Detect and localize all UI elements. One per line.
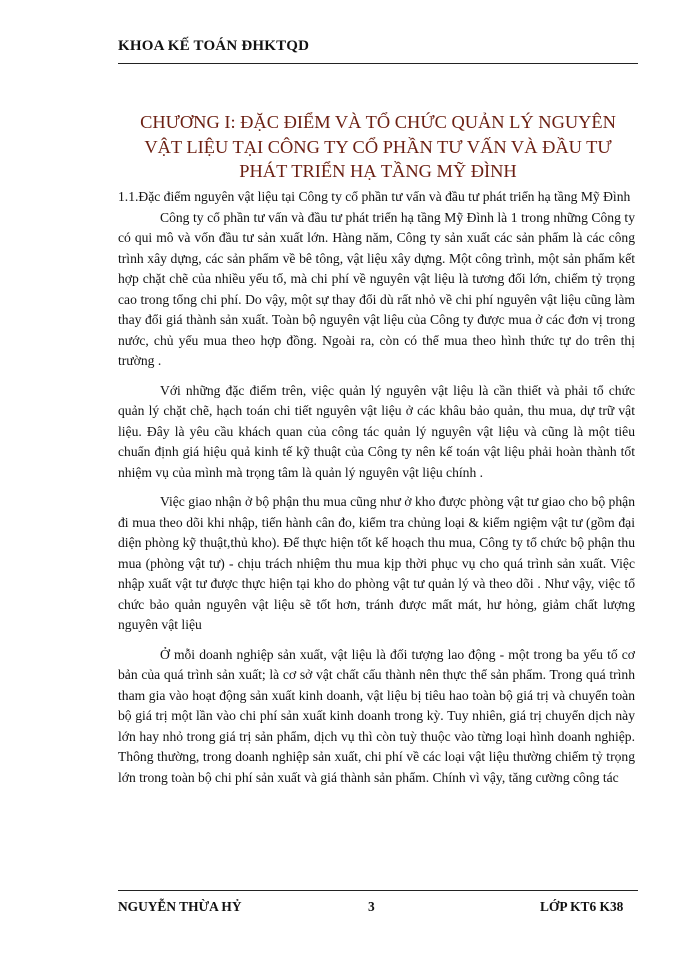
paragraph-3: Việc giao nhận ở bộ phận thu mua cũng như ở kho được phòng vật tư giao cho bộ phận đi mua theo dõi khi nhập, tiến hành cân đo, kiểm tra chủng loại & kiểm ngiệm vật tư (gồm đại diện phòng kỹ thuật,thủ kho). Để thực hiện tốt kế hoạch thu mua, Công ty tổ chức bộ phận thu mua (phòng vật tư) - chịu trách nhiệm thu mua kịp thời phục vụ cho quá trình sản xuất. Việc nhập xuất vật tư được thực hiện tại kho do phòng vật tư quản lý và theo dõi . Như vậy, việc tổ chức bảo quản nguyên vật liệu sẽ tốt hơn, tránh được mất mát, hư hỏng, giảm chất lượng nguyên vật liệu <box>118 494 635 632</box>
page-number: 3 <box>368 899 375 914</box>
footer-divider <box>118 890 638 891</box>
header-divider <box>118 63 638 64</box>
paragraph-2: Với những đặc điểm trên, việc quản lý nguyên vật liệu là cần thiết và phải tổ chức quản lý chặt chẽ, hạch toán chi tiết nguyên vật liệu ở các khâu bảo quản, thu mua, dự trữ vật liệu. Đây là yêu cầu khách quan của công tác quản lý nguyên vật liệu và cũng là một tiêu chuẩn định giá hiệu quả kinh tế kỹ thuật của Công ty nên kế toán vật liệu phải hoàn thành tốt nhiệm vụ của mình mà trọng tâm là quản lý nguyên vật liệu chính . <box>118 382 635 480</box>
section-heading: 1.1.Đặc điểm nguyên vật liệu tại Công ty cổ phần tư vấn và đầu tư phát triển hạ tầng Mỹ Đình <box>118 189 631 204</box>
footer-author: NGUYỄN THỪA HỶ <box>118 899 242 914</box>
paragraph-1: Công ty cổ phần tư vấn và đầu tư phát triển hạ tầng Mỹ Đình là 1 trong những Công ty có qui mô và vốn đầu tư sản xuất lớn. Hàng năm, Công ty sản xuất các sản phẩm là các công trình xây dựng, các sản phẩm về bê tông, vật liệu xây dựng. Một công trình, một sản phẩm kết hợp chặt chẽ của nhiều yếu tố, mà chi phí về nguyên vật liệu là tương đối lớn, chiếm tỷ trọng cao trong tổng chi phí. Do vậy, một sự thay đổi dù rất nhỏ về chi phí nguyên vật liệu cũng làm thay đổi giá thành sản xuất. Toàn bộ nguyên vật liệu của Công ty được mua ở các đơn vị trong nước, chủ yếu mua theo hợp đồng. Ngoài ra, còn có thể mua theo hình thức tự do trên thị trường . <box>118 209 635 368</box>
paragraph-4: Ở mỗi doanh nghiệp sản xuất, vật liệu là đối tượng lao động - một trong ba yếu tố cơ bản của quá trình sản xuất; là cơ sở vật chất cấu thành nên thực thể sản phẩm. Trong quá trình tham gia vào hoạt động sản xuất kinh doanh, vật liệu bị tiêu hao toàn bộ giá trị và chuyển toàn bộ giá trị một lần vào chi phí sản xuất kinh doanh trong kỳ. Tuy nhiên, giá trị chuyển dịch này lớn hay nhỏ trong giá trị sản phẩm, dịch vụ thì còn tuỳ thuộc vào từng loại hình doanh nghiệp. Thông thường, trong doanh nghiệp sản xuất, chi phí về các loại vật liệu thường chiếm tỷ trọng lớn trong toàn bộ chi phí sản xuất và giá thành sản phẩm. Chính vì vậy, tăng cường công tác <box>118 646 635 785</box>
chapter-title-line-3: PHÁT TRIỂN HẠ TẦNG MỸ ĐÌNH <box>239 161 517 181</box>
chapter-title-line-1: CHƯƠNG I: ĐẶC ĐIỂM VÀ TỔ CHỨC QUẢN LÝ NGUYÊN <box>140 112 616 132</box>
chapter-title <box>118 110 638 184</box>
page-header: KHOA KẾ TOÁN ĐHKTQD <box>118 38 310 54</box>
footer-class: LỚP KT6 K38 <box>540 899 624 914</box>
chapter-title-line-2: VẬT LIỆU TẠI CÔNG TY CỔ PHẦN TƯ VẤN VÀ ĐẦU TƯ <box>144 136 612 157</box>
document-body <box>118 187 635 788</box>
